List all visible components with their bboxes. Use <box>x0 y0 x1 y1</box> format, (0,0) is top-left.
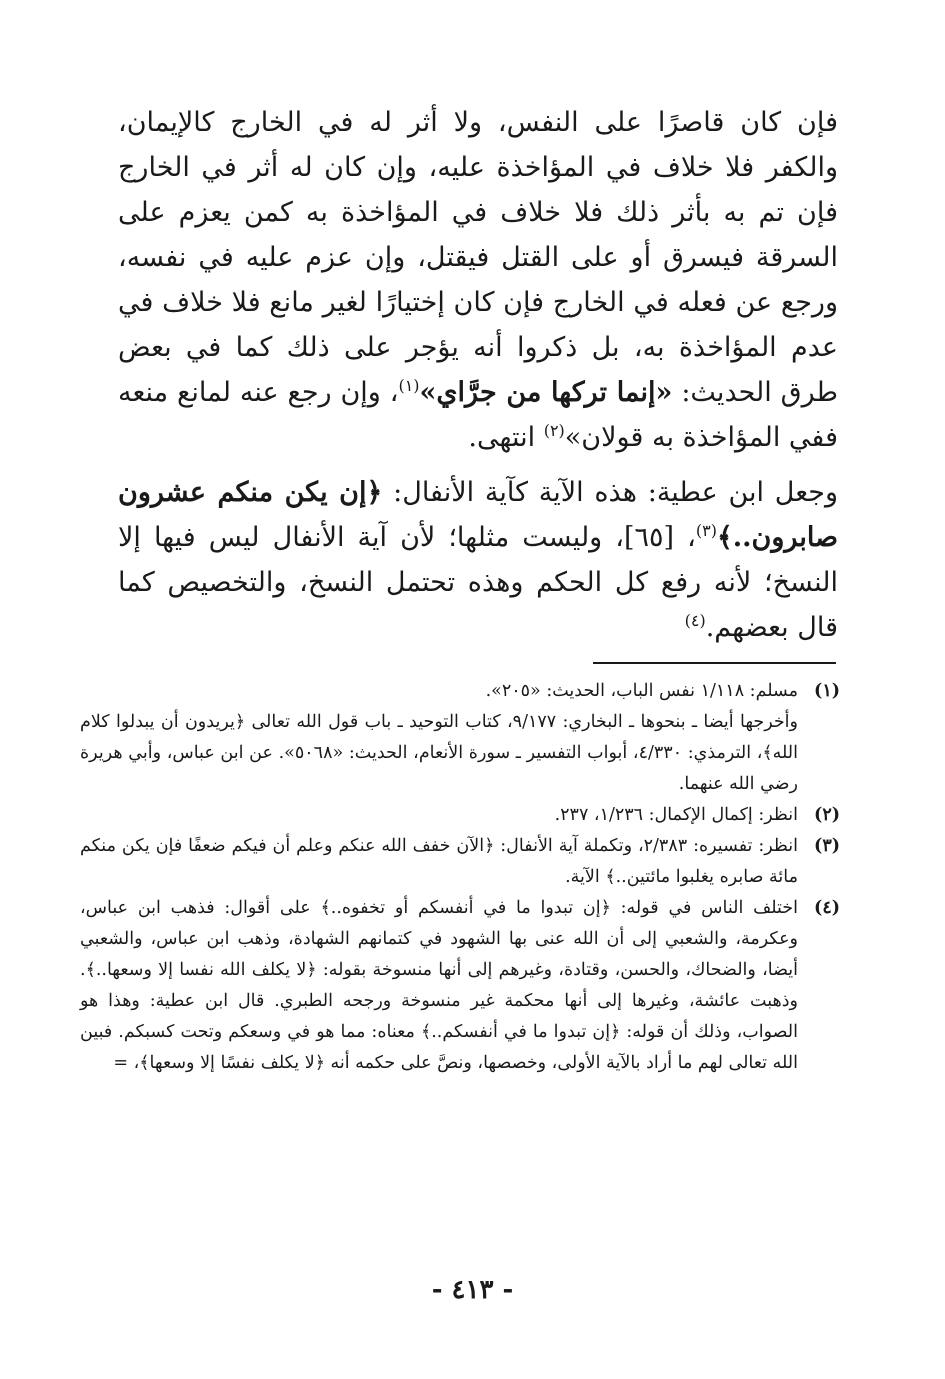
paragraph-text: انتهى. <box>468 422 544 453</box>
footnotes-section <box>80 676 840 1079</box>
hadith-quote: «إنما تركها من جرَّاي» <box>419 377 673 408</box>
footnote-4 <box>80 893 840 1079</box>
footnote-text: انظر: تفسيره: ٢/٣٨٣، وتكملة آية الأنفال: ﴿الآن خفف الله عنكم وعلم أن فيكم ضعفًا فإن يكن منكم مائة صابره يغلبوا مائتين..﴾ الآية. <box>80 836 798 887</box>
footnote-1 <box>80 676 840 800</box>
paragraph-text: ، [٦٥]، وليست مثلها؛ لأن آية الأنفال ليس فيها إلا النسخ؛ لأنه رفع كل الحكم وهذه تحتمل النسخ، والتخصيص كما قال بعضهم. <box>118 522 838 643</box>
footnote-text: انظر: إكمال الإكمال: ١/٢٣٦، ٢٣٧. <box>554 805 798 825</box>
footnote-ref-3[interactable]: (٣) <box>695 521 717 540</box>
page-number: - ٤١٣ - <box>431 1275 514 1305</box>
footnote-ref-2[interactable]: (٢) <box>543 421 565 440</box>
paragraph-text: وجعل ابن عطية: هذه الآية كآية الأنفال: <box>382 477 839 508</box>
footnote-number: (٤) <box>814 898 840 918</box>
paragraph-text: ، وإن رجع عنه لمانع منعه ففي المؤاخذة به قولان» <box>118 377 838 453</box>
paragraph-text: فإن كان قاصرًا على النفس، ولا أثر له في الخارج كالإيمان، والكفر فلا خلاف في المؤاخذة عليه، وإن كان له أثر في الخارج فإن تم به بأثر ذلك فلا خلاف في المؤاخذة به كمن يعزم على السرقة فيسرق أو على القتل فيقتل، وإن عزم عليه في نفسه، ورجع عن فعله في الخارج فإن كان إختيارًا لغير مانع فلا خلاف في عدم المؤاخذة به، بل ذكروا أنه يؤجر على ذلك كما في بعض طرق الحديث: <box>118 107 839 408</box>
main-paragraph-1 <box>118 100 838 460</box>
footnote-ref-1[interactable]: (١) <box>398 376 420 395</box>
footnote-separator <box>593 662 836 664</box>
footnote-3 <box>80 831 840 893</box>
footnote-text: مسلم: ١/١١٨ نفس الباب، الحديث: «٢٠٥». <box>485 681 798 701</box>
footnote-text: وأخرجها أيضا ـ بنحوها ـ البخاري: ٩/١٧٧، كتاب التوحيد ـ باب قول الله تعالى ﴿يريدون أن يبدلوا كلام الله﴾، الترمذي: ٤/٣٣٠، أبواب التفسير ـ سورة الأنعام، الحديث: «٥٠٦٨». عن ابن عباس، وأبي هريرة رضي الله عنهما. <box>80 712 798 794</box>
footnote-number: (٢) <box>814 805 840 825</box>
main-paragraph-2 <box>118 470 838 650</box>
footnote-number: (١) <box>814 681 840 701</box>
footnote-number: (٣) <box>814 836 840 856</box>
quran-verse: ﴿إن يكن منكم عشرون صابرون..﴾ <box>118 477 838 553</box>
footnote-ref-4[interactable]: (٤) <box>684 611 706 630</box>
footnote-2 <box>80 800 840 831</box>
footnote-text: اختلف الناس في قوله: ﴿إن تبدوا ما في أنفسكم أو تخفوه..﴾ على أقوال: فذهب ابن عباس، وعكرمة، والشعبي إلى أن الله عنى بها الشهود في كتمانهم الشهادة، وذهب ابن عباس، والشعبي أيضا، والضحاك، والحسن، وقتادة، وغيرهم إلى أنها منسوخة بقوله: ﴿لا يكلف الله نفسا إلا وسعها..﴾. وذهبت عائشة، وغيرها إلى أنها محكمة غير منسوخة ورجحه الطبري. قال ابن عطية: وهذا هو الصواب، وذلك أن قوله: ﴿إن تبدوا ما في أنفسكم..﴾ معناه: مما هو في وسعكم وتحت كسبكم. فبين الله تعالى لهم ما أراد بالآية الأولى، وخصصها، ونصَّ على حكمه أنه ﴿لا يكلف نفسًا إلا وسعها﴾، = <box>80 898 798 1073</box>
